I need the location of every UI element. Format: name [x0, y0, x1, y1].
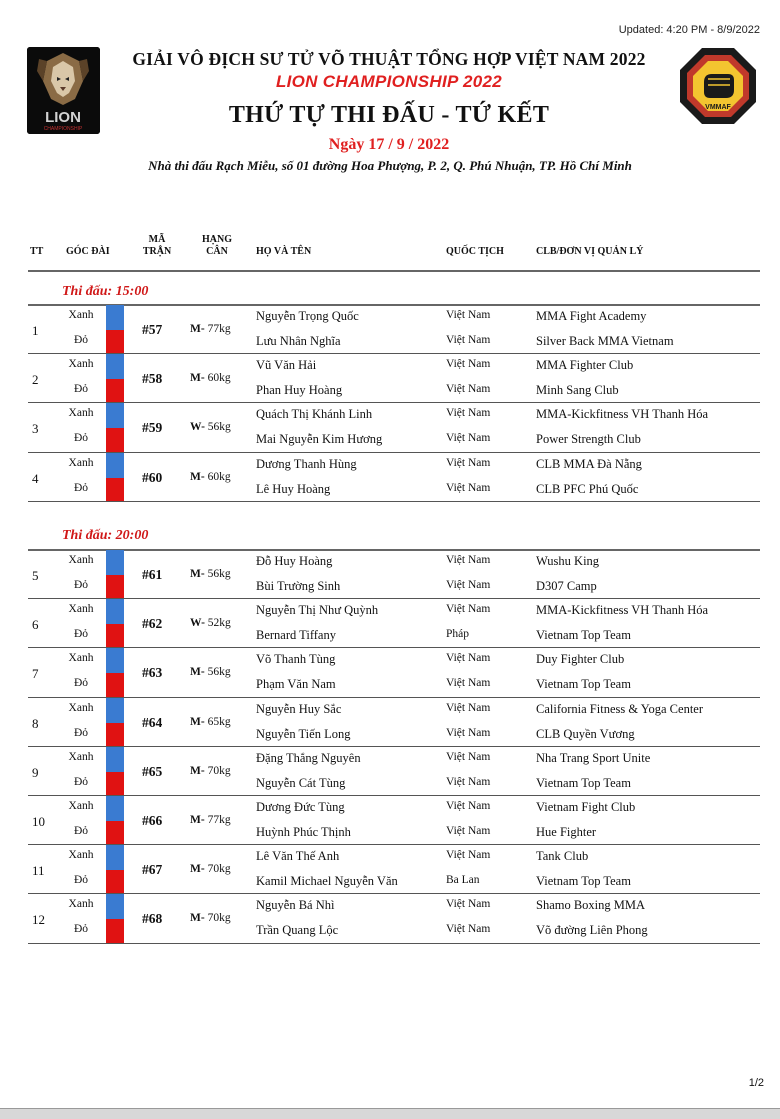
match-code: #59	[142, 420, 163, 436]
corner-blue-label: Xanh	[68, 358, 94, 371]
svg-text:LION: LION	[45, 109, 81, 126]
weight-class: M- 77kg	[190, 814, 231, 826]
table-row	[28, 599, 760, 648]
fighter-blue-club: Shamo Boxing MMA	[536, 898, 646, 913]
table-row	[28, 354, 760, 403]
fighter-blue-nationality: Việt Nam	[446, 800, 491, 812]
fighter-red-name: Nguyễn Cát Tùng	[256, 775, 346, 790]
red-corner-swatch	[106, 575, 124, 599]
blue-corner-swatch	[106, 648, 124, 673]
col-match: MÃ TRẬN	[142, 234, 172, 257]
fighter-blue-name: Dương Thanh Hùng	[256, 456, 357, 471]
weight-class: M- 60kg	[190, 470, 231, 483]
weight-class: M- 65kg	[190, 715, 231, 728]
fighter-blue-club: MMA-Kickfitness VH Thanh Hóa	[536, 407, 709, 422]
fighter-blue-nationality: Việt Nam	[446, 554, 491, 566]
col-corner: GÓC ĐÀI	[66, 246, 110, 257]
weight-class: M- 70kg	[190, 863, 231, 876]
bout-number: 9	[32, 764, 39, 780]
corner-red-label: Đỏ	[73, 432, 89, 445]
fighter-red-club: Silver Back MMA Vietnam	[536, 334, 674, 348]
fighter-red-name: Lưu Nhân Nghĩa	[256, 334, 341, 348]
col-weight: HẠNG CÂN	[202, 234, 232, 257]
blue-corner-swatch	[106, 845, 124, 870]
fighter-red-club: CLB Quyền Vương	[536, 726, 635, 741]
corner-red-label: Đỏ	[73, 677, 89, 690]
col-club: CLB/ĐƠN VỊ QUẢN LÝ	[536, 246, 644, 257]
corner-blue-label: Xanh	[68, 849, 94, 862]
svg-text:VMMAF: VMMAF	[705, 104, 731, 111]
blue-corner-swatch	[106, 747, 124, 772]
match-code: #61	[142, 567, 163, 582]
match-code: #67	[142, 862, 163, 878]
page-bottom-edge	[0, 1108, 780, 1119]
fighter-blue-club: MMA Fight Academy	[536, 309, 647, 323]
bout-number: 4	[32, 470, 39, 486]
blue-corner-swatch	[106, 305, 124, 330]
match-code: #63	[142, 665, 163, 681]
session-label: Thi đấu: 20:00	[62, 528, 149, 543]
fighter-red-name: Phạm Văn Nam	[256, 677, 336, 692]
fighter-blue-name: Lê Văn Thế Anh	[256, 849, 340, 864]
table-row	[28, 698, 760, 747]
fighter-red-nationality: Việt Nam	[446, 923, 491, 936]
table-row	[28, 403, 760, 452]
fighter-red-club: D307 Camp	[536, 579, 597, 593]
tournament-subtitle: LION CHAMPIONSHIP 2022	[275, 72, 503, 91]
page-title: THỨ TỰ THI ĐẤU - TỨ KẾT	[228, 102, 550, 128]
corner-blue-label: Xanh	[68, 750, 94, 763]
corner-red-label: Đỏ	[73, 481, 89, 494]
blue-corner-swatch	[106, 894, 124, 919]
blue-corner-swatch	[106, 796, 124, 821]
fighter-blue-nationality: Việt Nam	[446, 750, 491, 763]
fighter-red-nationality: Việt Nam	[446, 334, 491, 346]
weight-class: W- 52kg	[190, 617, 231, 630]
fighter-red-club: Vietnam Top Team	[536, 628, 631, 643]
blue-corner-swatch	[106, 453, 124, 478]
bout-number: 6	[32, 617, 39, 633]
fighter-red-name: Kamil Michael Nguyễn Văn	[256, 874, 398, 889]
fighter-red-club: Hue Fighter	[536, 825, 597, 839]
red-corner-swatch	[106, 330, 124, 354]
fighter-blue-club: California Fitness & Yoga Center	[536, 701, 704, 716]
corner-blue-label: Xanh	[68, 898, 94, 911]
red-corner-swatch	[106, 673, 124, 697]
match-code: #57	[142, 322, 163, 337]
tournament-title: GIẢI VÔ ĐỊCH SƯ TỬ VÕ THUẬT TỔNG HỢP VIỆT NAM 2022	[132, 49, 646, 69]
fighter-blue-nationality: Việt Nam	[446, 358, 491, 371]
bout-number: 10	[32, 814, 45, 829]
fighter-blue-name: Nguyễn Huy Sắc	[256, 701, 342, 716]
fighter-red-nationality: Việt Nam	[446, 481, 491, 494]
updated-timestamp: Updated: 4:20 PM - 8/9/2022	[618, 24, 760, 36]
vmmaf-logo	[678, 46, 758, 126]
match-code: #66	[142, 813, 163, 828]
corner-blue-label: Xanh	[68, 603, 94, 616]
blue-corner-swatch	[106, 599, 124, 624]
fighter-blue-nationality: Việt Nam	[446, 652, 491, 665]
fighter-red-name: Mai Nguyễn Kim Hương	[256, 432, 383, 447]
row-divider	[28, 943, 760, 944]
header-divider	[28, 270, 760, 272]
fighter-blue-club: Vietnam Fight Club	[536, 800, 636, 814]
fighter-blue-nationality: Việt Nam	[446, 456, 491, 469]
table-row	[28, 747, 760, 796]
corner-red-label: Đỏ	[73, 628, 89, 641]
red-corner-swatch	[106, 428, 124, 452]
fighter-red-club: Power Strength Club	[536, 432, 641, 447]
fighter-blue-nationality: Việt Nam	[446, 701, 491, 714]
session-label: Thi đấu: 15:00	[62, 284, 149, 299]
corner-red-label: Đỏ	[73, 874, 89, 887]
fighter-blue-club: Tank Club	[536, 849, 589, 864]
fighter-red-name: Huỳnh Phúc Thịnh	[256, 825, 351, 839]
fighter-red-name: Bùi Trường Sinh	[256, 579, 341, 593]
red-corner-swatch	[106, 478, 124, 502]
red-corner-swatch	[106, 821, 124, 845]
bout-number: 5	[32, 568, 39, 583]
blue-corner-swatch	[106, 354, 124, 379]
fighter-blue-club: Wushu King	[536, 554, 600, 568]
fighter-blue-name: Võ Thanh Tùng	[256, 652, 336, 667]
corner-red-label: Đỏ	[73, 579, 89, 591]
event-venue: Nhà thi đấu Rạch Miễu, số 01 đường Hoa Phượng, P. 2, Q. Phú Nhuận, TP. Hồ Chí Minh	[148, 158, 632, 173]
weight-class: M- 56kg	[190, 568, 231, 580]
fighter-red-nationality: Việt Nam	[446, 579, 491, 591]
bout-number: 7	[32, 666, 39, 682]
fighter-blue-name: Nguyễn Bá Nhì	[256, 898, 335, 913]
blue-corner-swatch	[106, 550, 124, 575]
corner-red-label: Đỏ	[73, 923, 89, 936]
corner-blue-label: Xanh	[68, 800, 94, 812]
fighter-red-nationality: Ba Lan	[446, 874, 480, 887]
fighter-blue-nationality: Việt Nam	[446, 407, 491, 420]
fighter-blue-name: Dương Đức Tùng	[256, 800, 345, 814]
match-code: #64	[142, 714, 163, 730]
corner-blue-label: Xanh	[68, 456, 94, 469]
match-code: #65	[142, 763, 163, 779]
corner-blue-label: Xanh	[68, 652, 94, 665]
bout-number: 3	[32, 421, 39, 437]
fighter-blue-name: Quách Thị Khánh Linh	[256, 407, 373, 422]
corner-red-label: Đỏ	[73, 726, 89, 739]
fighter-blue-club: CLB MMA Đà Nẵng	[536, 456, 642, 471]
bout-number: 12	[32, 912, 45, 928]
event-date: Ngày 17 / 9 / 2022	[328, 136, 450, 153]
table-row	[28, 894, 760, 943]
fighter-red-club: Võ đường Liên Phong	[536, 923, 648, 938]
bout-number: 1	[32, 323, 39, 338]
fighter-blue-name: Đỗ Huy Hoàng	[256, 554, 333, 568]
corner-red-label: Đỏ	[73, 334, 89, 346]
fighter-blue-name: Vũ Văn Hải	[256, 358, 317, 373]
fighter-blue-club: Duy Fighter Club	[536, 652, 625, 667]
red-corner-swatch	[106, 723, 124, 747]
fighter-blue-nationality: Việt Nam	[446, 603, 491, 616]
red-corner-swatch	[106, 624, 124, 648]
red-corner-swatch	[106, 919, 124, 943]
weight-class: M- 70kg	[190, 912, 231, 925]
table-row	[28, 453, 760, 502]
table-row	[28, 796, 760, 845]
svg-text:CHAMPIONSHIP: CHAMPIONSHIP	[43, 126, 83, 132]
fighter-red-nationality: Việt Nam	[446, 726, 491, 739]
corner-blue-label: Xanh	[68, 554, 94, 566]
fighter-blue-club: MMA-Kickfitness VH Thanh Hóa	[536, 603, 709, 618]
weight-class: M- 77kg	[190, 323, 231, 335]
bout-number: 11	[32, 863, 45, 879]
fighter-red-club: Vietnam Top Team	[536, 874, 631, 889]
blue-corner-swatch	[106, 698, 124, 723]
page-number: 1/2	[748, 1077, 764, 1089]
fighter-red-name: Bernard Tiffany	[256, 628, 336, 643]
lion-championship-logo	[27, 47, 100, 134]
fighter-red-nationality: Việt Nam	[446, 825, 491, 837]
fighter-red-club: Vietnam Top Team	[536, 677, 631, 692]
fighter-red-name: Lê Huy Hoàng	[256, 481, 331, 496]
blue-corner-swatch	[106, 403, 124, 428]
corner-blue-label: Xanh	[68, 407, 94, 420]
red-corner-swatch	[106, 870, 124, 894]
weight-class: M- 70kg	[190, 764, 231, 777]
fighter-red-nationality: Việt Nam	[446, 677, 491, 690]
fighter-red-club: Vietnam Top Team	[536, 775, 631, 790]
red-corner-swatch	[106, 772, 124, 796]
fighter-red-name: Phan Huy Hoàng	[256, 383, 343, 398]
fighter-red-name: Nguyễn Tiến Long	[256, 726, 351, 741]
weight-class: M- 60kg	[190, 372, 231, 385]
weight-class: W- 56kg	[190, 421, 231, 434]
corner-red-label: Đỏ	[73, 775, 89, 788]
fighter-blue-nationality: Việt Nam	[446, 898, 491, 911]
fighter-blue-nationality: Việt Nam	[446, 309, 491, 321]
fighter-red-name: Trần Quang Lộc	[256, 923, 339, 938]
col-name: HỌ VÀ TÊN	[256, 246, 312, 257]
match-code: #60	[142, 469, 163, 485]
col-tt: TT	[30, 246, 44, 257]
weight-class: M- 56kg	[190, 666, 231, 679]
fighter-blue-name: Nguyễn Thị Như Quỳnh	[256, 603, 379, 618]
bout-number: 8	[32, 715, 39, 731]
fighter-red-nationality: Việt Nam	[446, 383, 491, 396]
fighter-blue-nationality: Việt Nam	[446, 849, 491, 862]
corner-red-label: Đỏ	[73, 825, 89, 837]
fighter-red-club: CLB PFC Phú Quốc	[536, 481, 639, 496]
table-row	[28, 648, 760, 697]
table-row	[28, 305, 760, 354]
col-nationality: QUỐC TỊCH	[446, 246, 504, 257]
corner-blue-label: Xanh	[68, 309, 94, 321]
match-code: #68	[142, 911, 163, 927]
fighter-red-nationality: Việt Nam	[446, 432, 491, 445]
fighter-red-club: Minh Sang Club	[536, 383, 619, 398]
red-corner-swatch	[106, 379, 124, 403]
match-code: #62	[142, 616, 163, 632]
table-row	[28, 845, 760, 894]
bout-number: 2	[32, 372, 39, 388]
match-code: #58	[142, 371, 163, 387]
fighter-blue-club: Nha Trang Sport Unite	[536, 750, 651, 765]
fighter-blue-name: Nguyễn Trọng Quốc	[256, 309, 359, 323]
fighter-red-nationality: Pháp	[446, 628, 469, 641]
row-divider	[28, 501, 760, 502]
fighter-blue-club: MMA Fighter Club	[536, 358, 634, 373]
corner-blue-label: Xanh	[68, 701, 94, 714]
fighter-blue-name: Đặng Thắng Nguyên	[256, 750, 361, 765]
fighter-red-nationality: Việt Nam	[446, 775, 491, 788]
corner-red-label: Đỏ	[73, 383, 89, 396]
table-row	[28, 550, 760, 599]
